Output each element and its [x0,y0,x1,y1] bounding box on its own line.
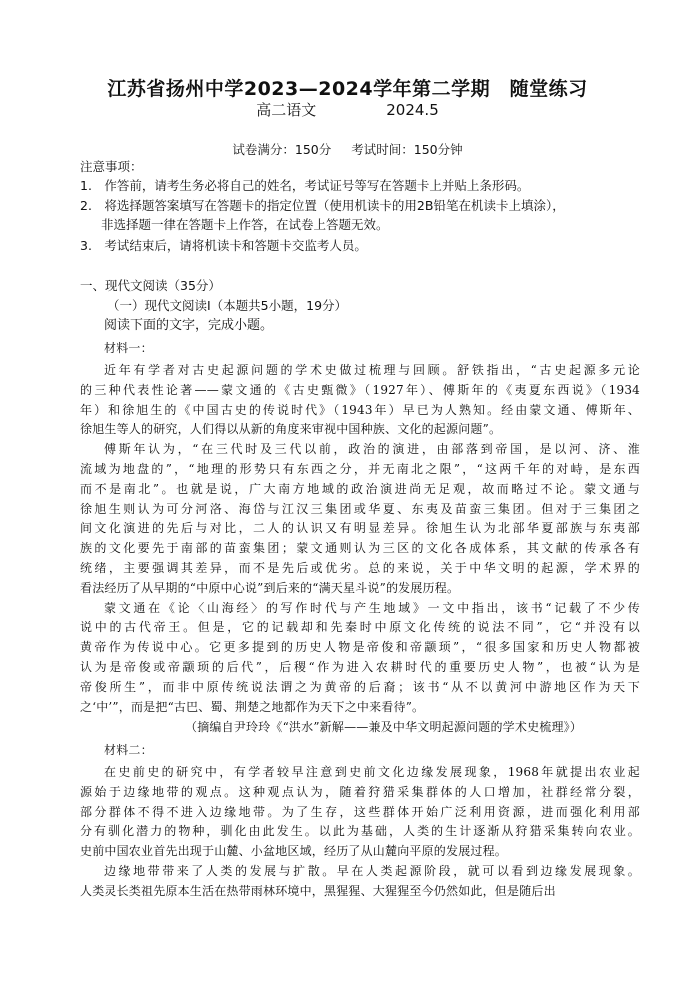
paragraph-line: 认为是帝俊或帝颛顼的后代”，后稷“作为进入农耕时代的重要历史人物”，也被“认为是 [80,660,640,674]
exam-date: 2024.5 [386,101,439,119]
paragraph-line: 说中的古代帝王。但是，它的记载却和先秦时中原文化传统的说法不同”，它“并没有以 [80,620,640,635]
paragraph-line: 部分群体不得不进入边缘地带。为了生存，这些群体开始广泛利用资源，进而强化利用部 [80,804,640,819]
notice-item-2-cont: 非选择题一律在答题卡上作答，在试卷上答题无效。 [101,217,389,232]
paragraph-line: 傅斯年认为，“在三代时及三代以前，政治的演进，由部落到帝国，是以河、济、淮 [104,442,640,457]
exam-meta [0,140,695,158]
notice-heading: 注意事项： [80,159,143,174]
exam-title: 江苏省扬州中学2023—2024学年第二学期 随堂练习 [107,78,588,100]
paragraph-line: 之‘中’”，而是把“古巴、蜀、荆楚之地都作为天下之中来看待”。 [80,699,425,714]
paragraph-line: 族的文化要先于南部的苗蛮集团；蒙文通则认为三区的文化各成体系，其文献的传承各有 [80,541,640,556]
paragraph-line: 分有驯化潜力的物种，驯化由此发生。以此为基础，人类的生计逐渐从狩猎采集转向农业。 [80,824,640,839]
full-score: 试卷满分：150分 [232,142,332,157]
paragraph-line: 流域为地盘的”，“地理的形势只有东西之分，并无南北之限”，“这两千年的对峙，是东西 [80,462,640,476]
paragraph-line: 徐旭生等人的研究，人们得以从新的角度来审视中国种族、文化的起源问题”。 [80,422,502,437]
paragraph-line: 看法经历了从早期的“中原中心说”到后来的“满天星斗说”的发展历程。 [80,580,460,595]
paragraph-line: 而不是南北”。也就是说，广大南方地域的政治演进尚无足观，故而略过不论。蒙文通与 [80,481,640,496]
paragraph-line: 间文化演进的先后与对比，二人的认识又有明显差异。徐旭生认为北部华夏部族与东夷部 [80,521,640,536]
material2-label: 材料二： [104,743,153,757]
paragraph-line: 统绪，主要强调其差异，而不是先后或优劣。总的来说，关于中华文明的起源，学术界的 [80,561,640,575]
paragraph-line: 源始于边缘地带的观点。这种观点认为，随着狩猎采集群体的人口增加，社群经常分裂， [80,784,640,799]
paragraph-line: 黄帝作为传说中心。它更多提到的历史人物是帝俊和帝颛顼”，“很多国家和历史人物都被 [80,640,640,655]
material1-label: 材料一： [104,341,153,355]
material1-source: （摘编自尹玲玲《“洪水”新解——兼及中华文明起源问题的学术史梳理》） [185,720,583,734]
paragraph-line: 史前中国农业首先出现于山麓、小盆地区域，经历了从山麓向平原的发展过程。 [80,844,508,859]
paragraph-line: 的三种代表性论著——蒙文通的《古史甄微》（1927年）、傅斯年的《夷夏东西说》（1934 [80,382,640,397]
exam-time: 考试时间：150分钟 [351,142,463,157]
section-heading: 一、现代文阅读（35分） [80,278,221,293]
instruction-text: 阅读下面的文字，完成小题。 [104,318,274,333]
grade-subject: 高二语文 [256,101,317,119]
paragraph-line: 蒙文通在《论〈山海经〉的写作时代与产生地域》一文中指出，该书“记载了不少传 [104,600,640,615]
paragraph-line: 年）和徐旭生的《中国古史的传说时代》（1943年）早已为人熟知。经由蒙文通、傅斯年、 [80,402,640,417]
paragraph-line: 帝俊所生”，而非中原传统说法谓之为黄帝的后裔；该书“从不以黄河中游地区作为天下 [80,679,640,694]
paragraph-line: 边缘地带带来了人类的发展与扩散。早在人类起源阶段，就可以看到边缘发展现象。 [104,864,640,878]
paragraph-line: 人类灵长类祖先原本生活在热带雨林环境中，黑猩猩、大猩猩至今仍然如此，但是随后出 [80,883,556,898]
paragraph-line: 在史前史的研究中，有学者较早注意到史前文化边缘发展现象，1968年就提出农业起 [104,765,640,779]
notice-item-3: 3. 考试结束后，请将机读卡和答题卡交监考人员。 [80,238,367,253]
paragraph-line: 近年有学者对古史起源问题的学术史做过梳理与回顾。舒铁指出，“古史起源多元论 [104,363,640,377]
section-sub-heading: （一）现代文阅读Ⅰ（本题共5小题，19分） [107,298,348,313]
exam-subtitle [0,99,695,120]
notice-item-2: 2. 将选择题答案填写在答题卡的指定位置（使用机读卡的用2B铅笔在机读卡上填涂）， [80,198,565,213]
paragraph-line: 徐旭生则认为可分河洛、海岱与江汉三集团或华夏、东夷及苗蛮三集团。但对于三集团之 [80,501,640,516]
notice-item-1: 1. 作答前，请考生务必将自己的姓名，考试证号等写在答题卡上并贴上条形码。 [80,178,530,193]
